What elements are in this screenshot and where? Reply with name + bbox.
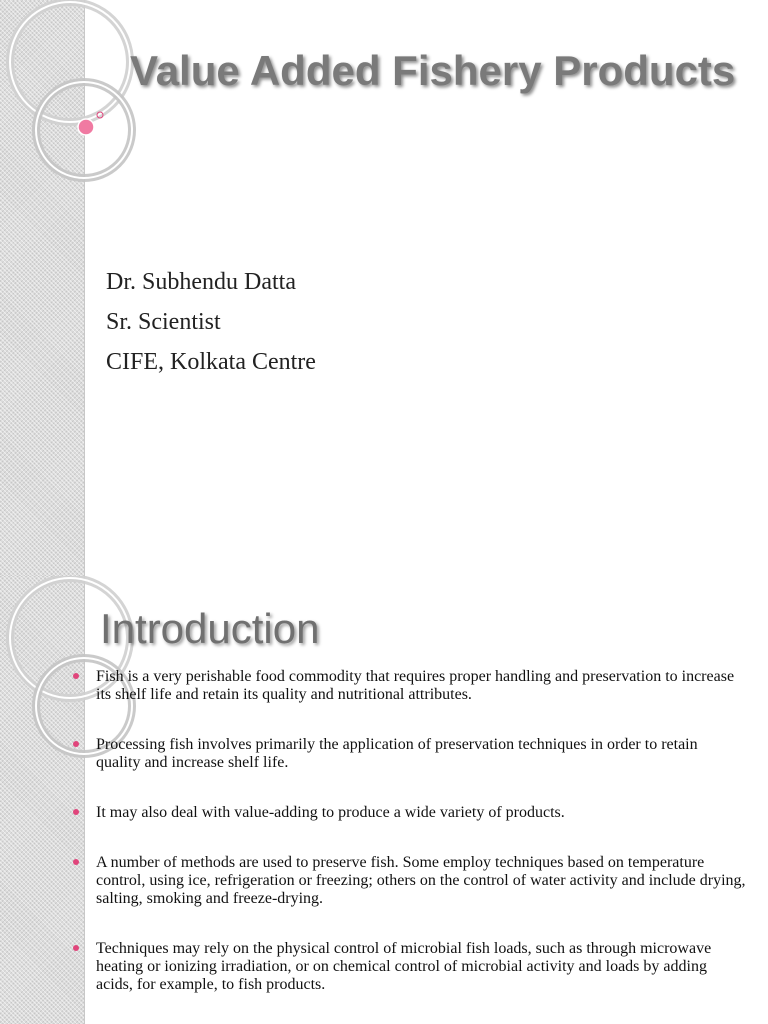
list-item [96,940,746,994]
list-item [96,854,746,908]
bullet-text: It may also deal with value-adding to produce a wide variety of products. [96,804,565,821]
list-item [96,804,746,822]
author-name: Dr. Subhendu Datta [106,269,296,295]
bullet-text: Processing fish involves primarily the application of preservation techniques in order to retain quality and increase shelf life. [96,736,698,771]
bullet-list [96,668,746,1024]
decorative-circles [0,0,180,200]
author-block [106,262,706,382]
bullet-dot-icon [73,859,79,865]
slide-introduction [0,576,768,1024]
bullet-dot-icon [73,945,79,951]
bullet-dot-icon [73,809,79,815]
list-item [96,668,746,704]
introduction-heading: Introduction [100,605,320,652]
author-position: Sr. Scientist [106,309,221,335]
bullet-dot-icon [73,741,79,747]
pink-dot-icon [78,119,94,135]
list-item [96,736,746,772]
slide-title-heading: Value Added Fishery Products [130,47,736,94]
bullet-text: Techniques may rely on the physical control of microbial fish loads, such as through microwave heating or ionizing irradiation, or on chemical control of microbial activity and loads by adding acids, for example, to fish products. [96,940,712,993]
author-affiliation: CIFE, Kolkata Centre [106,349,316,375]
bullet-dot-icon [73,673,79,679]
bullet-text: A number of methods are used to preserve fish. Some employ techniques based on temperature control, using ice, refrigeration or freezing; others on the control of water activity and include drying, salting, smoking and freeze-drying. [96,854,746,907]
bullet-text: Fish is a very perishable food commodity that requires proper handling and preservation to increase its shelf life and retain its quality and nutritional attributes. [96,668,735,703]
